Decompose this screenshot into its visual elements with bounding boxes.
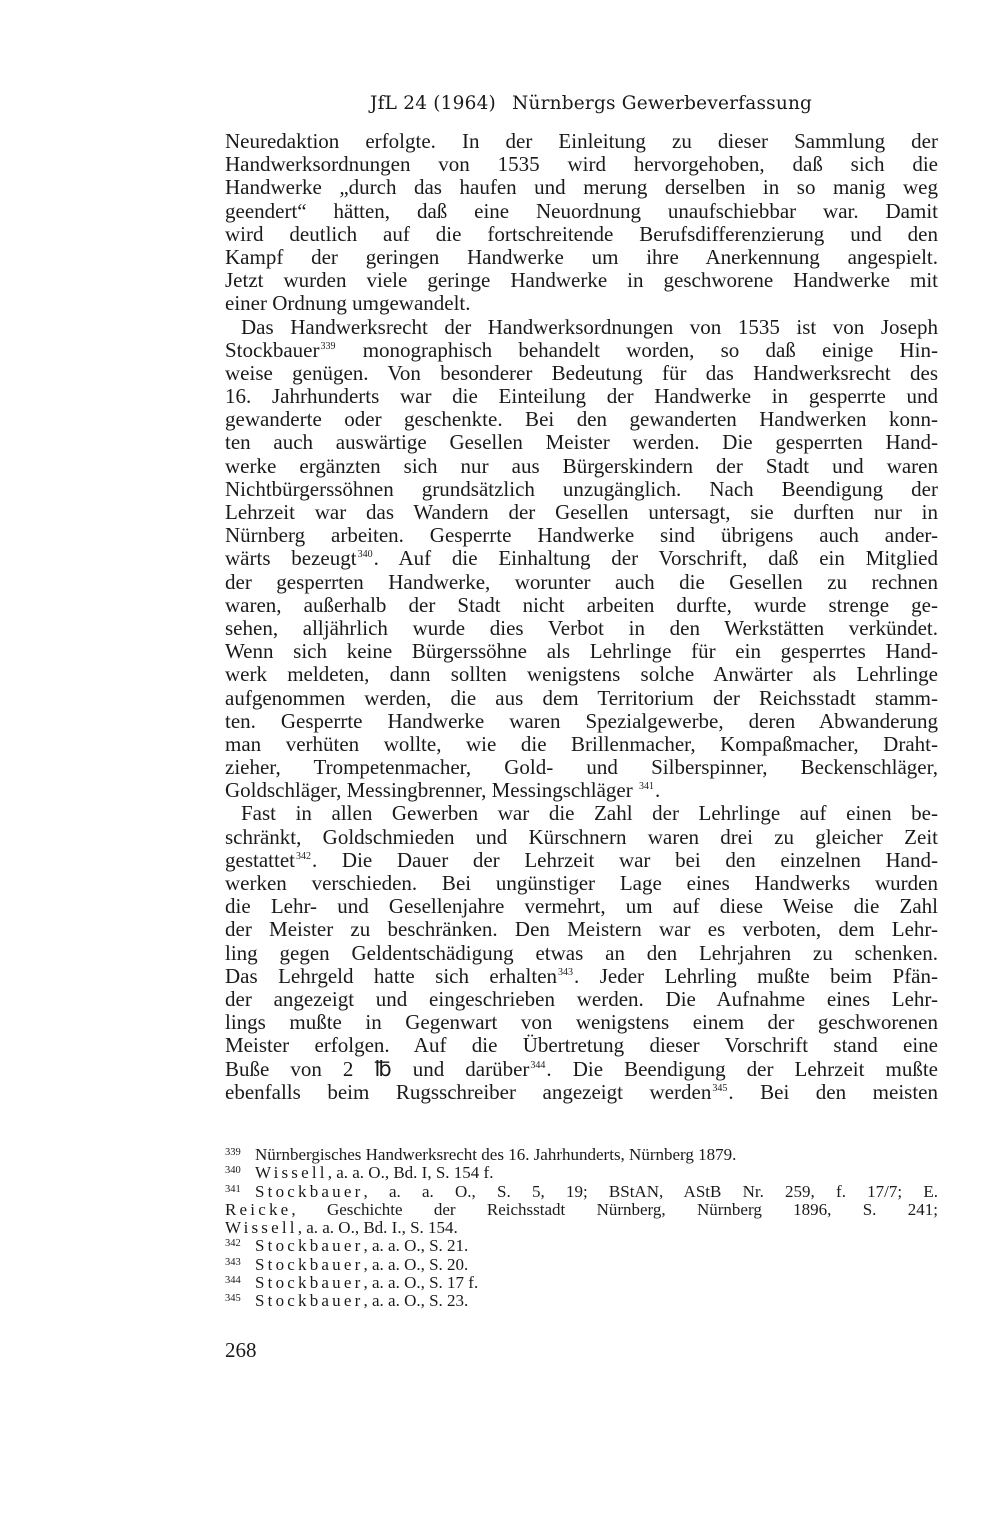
footnote-ref-339: 339 <box>320 340 336 352</box>
footnote-ref-342: 342 <box>295 850 311 862</box>
text-line: zieher, Trompetenmacher, Gold- und Silberspinner, Beckenschläger, <box>225 755 938 780</box>
footnote-author: Stockbauer <box>255 1236 364 1256</box>
footnote-text: , a. a. O., Bd. I, S. 154 f. <box>327 1163 494 1183</box>
footnote-ref-340: 340 <box>357 549 373 561</box>
text-segment: ebenfalls beim Rugsschreiber angezeigt werden <box>225 1079 712 1104</box>
text-line: schränkt, Goldschmieden und Kürschnern waren drei zu gleicher Zeit <box>225 824 938 849</box>
text-segment: wärts bezeugt <box>225 546 357 571</box>
text-line: Nürnberg arbeiten. Gesperrte Handwerke sind übrigens auch ander- <box>225 523 938 548</box>
journal-reference: JfL 24 (1964) <box>370 93 496 114</box>
footnote-341: 341 Stockbauer, a. a. O., S. 5, 19; BStAN, AStB Nr. 259, f. 17/7; E. <box>225 1181 938 1201</box>
text-line: der Meister zu beschränken. Den Meistern war es verboten, dem Lehr- <box>225 917 938 942</box>
footnote-343: 343 Stockbauer, a. a. O., S. 20. <box>225 1254 469 1274</box>
text-segment: Stockbauer <box>225 337 320 362</box>
text-line: werk meldeten, dann sollten wenigstens solche Anwärter als Lehrlinge <box>225 662 938 687</box>
text-line <box>225 1058 938 1081</box>
footnote-ref-345: 345 <box>712 1082 728 1094</box>
text-line: Handwerksordnungen von 1535 wird hervorgehoben, daß sich die <box>225 152 938 177</box>
footnote-text: Nürnbergisches Handwerksrecht des 16. Jahrhunderts, Nürnberg 1879. <box>255 1145 737 1164</box>
text-line: der angezeigt und eingeschrieben werden. Die Aufnahme eines Lehr- <box>225 986 938 1011</box>
text-line: ling gegen Geldentschädigung etwas an den Lehrjahren zu schenken. <box>225 940 938 965</box>
footnote-341-cont <box>225 1219 938 1237</box>
footnote-341-cont <box>225 1201 938 1219</box>
text-line <box>225 779 938 802</box>
text-segment: Goldschläger, Messingbrenner, Messingschläger <box>225 778 633 803</box>
footnote-text: , a. a. O., S. 17 f. <box>363 1273 479 1293</box>
text-segment: . Auf die Einhaltung der Vorschrift, daß ein Mitglied <box>373 546 938 571</box>
footnote-author: Reicke <box>225 1199 292 1219</box>
running-header <box>370 92 840 116</box>
text-segment: Buße von 2 ℔ und darüber <box>225 1056 530 1081</box>
text-line: wird deutlich auf die fortschreitende Berufsdifferenzierung und den <box>225 221 938 246</box>
text-line: Fast in allen Gewerben war die Zahl der Lehrlinge auf einen be- <box>241 801 938 826</box>
footnote-text: , a. a. O., S. 5, 19; BStAN, AStB Nr. 259, f. 17/7; E. <box>363 1181 938 1201</box>
footnote-344: 344 Stockbauer, a. a. O., S. 17 f. <box>225 1273 479 1293</box>
footnote-339: 339 Nürnbergisches Handwerksrecht des 16. Jahrhunderts, Nürnberg 1879. <box>225 1145 737 1164</box>
text-segment: . Die Beendigung der Lehrzeit mußte <box>546 1056 938 1081</box>
text-line <box>225 547 938 570</box>
page-number: 268 <box>225 1338 257 1362</box>
footnote-ref-343: 343 <box>558 966 574 978</box>
text-line: Jetzt wurden viele geringe Handwerke in geschworene Handwerke mit <box>225 268 938 293</box>
text-line: ten auch auswärtige Gesellen Meister werden. Die gesperrten Hand- <box>225 430 938 455</box>
text-line: aufgenommen werden, die aus dem Territorium der Reichsstadt stamm- <box>225 685 938 710</box>
text-segment: Das Lehrgeld hatte sich erhalten <box>225 963 558 988</box>
text-line: werken verschieden. Bei ungünstiger Lage eines Handwerks wurden <box>225 871 938 895</box>
footnote-author: Wissell <box>225 1218 298 1238</box>
footnote-text: , a. a. O., S. 23. <box>363 1291 469 1311</box>
text-line: der gesperrten Handwerke, worunter auch die Gesellen zu rechnen <box>225 569 938 594</box>
text-line: Kampf der geringen Handwerke um ihre Anerkennung angespielt. <box>225 244 938 269</box>
text-line: Nichtbürgerssöhnen grundsätzlich unzugänglich. Nach Beendigung der <box>225 476 938 501</box>
footnote-text: , Geschichte der Reichsstadt Nürnberg, Nürnberg 1896, S. 241; <box>291 1199 938 1219</box>
text-line: ten. Gesperrte Handwerke waren Spezialgewerbe, deren Abwanderung <box>225 708 938 733</box>
body-text <box>225 130 938 1104</box>
text-line: Wenn sich keine Bürgerssöhne als Lehrlinge für ein gesperrtes Hand- <box>225 639 938 664</box>
text-segment: . <box>654 778 661 803</box>
text-line <box>225 1081 938 1104</box>
footnote-text: , a. a. O., S. 20. <box>363 1254 469 1274</box>
text-line: 16. Jahrhunderts war die Einteilung der Handwerke in gesperrte und <box>225 384 938 409</box>
header-title: Nürnbergs Gewerbeverfassung <box>512 93 813 114</box>
footnote-ref-344: 344 <box>530 1059 546 1071</box>
text-line: man verhüten wollte, wie die Brillenmacher, Kompaßmacher, Draht- <box>225 731 938 756</box>
text-segment: . Jeder Lehrling mußte beim Pfän- <box>574 963 938 988</box>
text-segment: . Die Dauer der Lehrzeit war bei den einzelnen Hand- <box>311 847 938 872</box>
text-line: Neuredaktion erfolgte. In der Einleitung zu dieser Sammlung der <box>225 129 938 153</box>
text-line: sehen, alljährlich wurde dies Verbot in den Werkstätten verkündet. <box>225 615 938 640</box>
footnote-text: , a. a. O., S. 21. <box>363 1236 469 1256</box>
text-line: Meister erfolgen. Auf die Übertretung dieser Vorschrift stand eine <box>225 1033 938 1058</box>
footnote-text: , a. a. O., Bd. I., S. 154. <box>297 1218 458 1238</box>
text-line <box>225 339 938 362</box>
text-segment: . Bei den meisten <box>728 1079 938 1104</box>
text-line: Lehrzeit war das Wandern der Gesellen untersagt, sie durften nur in <box>225 500 938 524</box>
text-line: einer Ordnung umgewandelt. <box>225 291 471 316</box>
text-line: Handwerke „durch das haufen und merung derselben in so manig weg <box>225 175 938 200</box>
text-line: waren, außerhalb der Stadt nicht arbeiten durfte, wurde strenge ge- <box>225 592 938 617</box>
footnotes <box>225 1146 938 1311</box>
footnote-author: Wissell <box>255 1163 328 1183</box>
footnote-ref-341: 341 <box>638 781 654 793</box>
text-line: werke ergänzten sich nur aus Bürgerskindern der Stadt und waren <box>225 453 938 478</box>
text-line <box>225 965 938 988</box>
text-line: geendert“ hätten, daß eine Neuordnung unaufschiebbar war. Damit <box>225 198 938 223</box>
text-line: gewanderte oder geschenkte. Bei den gewanderten Handwerken konn- <box>225 407 938 432</box>
footnote-author: Stockbauer <box>255 1254 364 1274</box>
footnote-author: Stockbauer <box>255 1291 364 1311</box>
text-line: lings mußte in Gegenwart von wenigstens einem der geschworenen <box>225 1010 938 1035</box>
text-line: die Lehr- und Gesellenjahre vermehrt, um auf diese Weise die Zahl <box>225 894 938 919</box>
footnote-345: 345 Stockbauer, a. a. O., S. 23. <box>225 1291 469 1311</box>
footnote-342: 342 Stockbauer, a. a. O., S. 21. <box>225 1236 469 1256</box>
footnote-340: 340 Wissell, a. a. O., Bd. I, S. 154 f. <box>225 1163 494 1183</box>
text-line: Das Handwerksrecht der Handwerksordnungen von 1535 ist von Joseph <box>241 314 938 339</box>
footnote-author: Stockbauer <box>255 1181 364 1201</box>
text-line <box>225 849 938 872</box>
text-segment: gestattet <box>225 847 295 872</box>
footnote-author: Stockbauer <box>255 1273 364 1293</box>
text-segment: monographisch behandelt worden, so daß einige Hin- <box>362 337 938 362</box>
text-line: weise genügen. Von besonderer Bedeutung für das Handwerksrecht des <box>225 360 938 385</box>
